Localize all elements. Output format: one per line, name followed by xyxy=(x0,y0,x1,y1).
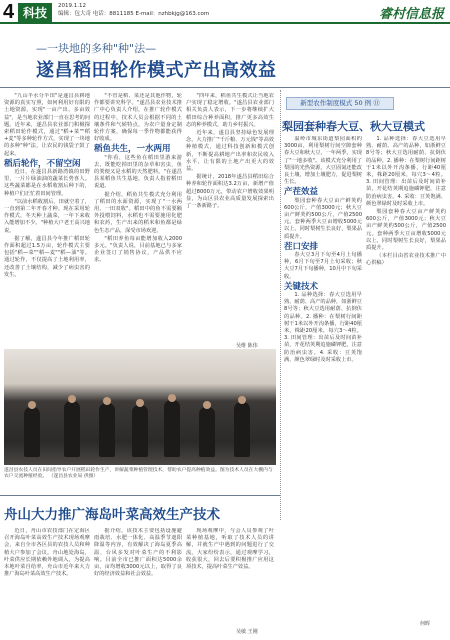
subhead: 关键技术 xyxy=(284,281,319,292)
bottom-divider xyxy=(0,495,280,496)
paragraph: "你看，这些鱼在稻田里游来游去，既能吃掉田里的杂草和害虫，鱼的粪便又是水稻的天然肥料。"在遂昌县某稻鱼共生基地，负责人指着稻田说道。 xyxy=(94,154,182,190)
subhead: 稻后轮作，不留空闲 xyxy=(4,158,81,169)
lead-headline: 遂昌稻田轮作模式产出高效益 xyxy=(36,60,277,81)
bottom-column-1 xyxy=(4,528,90,632)
paragraph: 据介绍，稻鱼共生模式充分利用了稻田的水面资源，实现了"一水两用、一田双收"。稻田中的鱼不需要额外投喂饲料，水稻也不需要施用化肥和农药，生产出来的稻米和鱼都是绿色生态产品，深受市场欢迎。 xyxy=(94,191,182,234)
bottom-column-2 xyxy=(94,528,182,632)
paragraph: 梨园套种春大豆亩产鲜荚约600公斤，产值3000元；秋大豆亩产鲜荚约500公斤，产值2500元。套种两季大豆亩增收5000元以上，同时梨树生长良好，梨果品质提升。 xyxy=(284,197,362,240)
paper-name: 睿村信息报 xyxy=(378,7,444,22)
paragraph: "四年来，稻鱼共生模式让当地农户实现了稳定增收。"遂昌县农业部门相关负责人表示，下一步将继续扩大稻田综合种养面积，推广更多高效生态的种养模式，助力乡村振兴。 xyxy=(186,93,274,128)
sidebar-banner: 新型农作制度模式 50 例 ⑪ xyxy=(286,97,394,110)
subhead: 茬口安排 xyxy=(284,241,319,252)
paragraph: 梨园套种春大豆亩产鲜荚约600公斤，产值3000元；秋大豆亩产鲜荚约500公斤，产值2500元。套种两季大豆亩增收5000元以上，同时梨树生长良好，梨果品质提升。 xyxy=(366,209,446,252)
headline-divider xyxy=(0,87,450,88)
paragraph: "不管是稻、菜还是其他作物，轮作都要讲究科学。"遂昌县农业技术推广中心负责人介绍，在推广轮作模式的过程中，技术人员会根据不同的土壤条件和气候特点，为农户量身定制轮作方案，确保每一季作物都能获得好收成。 xyxy=(94,93,182,143)
section-tag: 科技 xyxy=(18,3,52,22)
paragraph: 现场观摩中，与会人员参观了叶菜种植基地，听取了技术人员的讲解，并就生产中遇到的问题进行了交流。大家纷纷表示，通过观摩学习，收获很大，回去后要积极推广应用这项技术，提高叶菜生产效益。 xyxy=(186,528,274,571)
paragraph: 近年来，遂昌县坚持绿色发展理念，大力推广"千斤粮、万元钱"等高效种植模式，通过科技创新和模式创新，不断提高耕地产出率和农民收入水平，让有限的土地产出更大的效益。 xyxy=(186,130,274,173)
paragraph: 温岭市城东街道梨园面积约3000亩，利用梨树行间空隙套种春大豆和秋大豆，一年两季，实现了"一地多收"。该模式充分利用了梨园的光热资源，大豆固氮还能改良土壤，增加土壤肥力，促进梨树生长。 xyxy=(284,136,362,186)
subhead: 产茬效益 xyxy=(284,187,319,198)
paragraph: 据介绍，该技术主要包括设施避雨栽培、水肥一体化、高温季节遮阳降温等内容，有效解决了海岛夏季高温、台风多发对叶菜生产的不利影响。目前全市已推广面积达5000余亩，亩均增收3000元以上，取得了良好的经济效益和社会效益。 xyxy=(94,528,182,578)
sidebar-column-2 xyxy=(366,136,446,606)
sidebar-author: 何晖 xyxy=(420,621,431,627)
photo-caption xyxy=(4,468,276,481)
paragraph: 春大豆3月下旬至4月上旬播种，6月下旬至7月上旬采收；秋大豆7月下旬播种，10月中下旬采收。 xyxy=(284,252,362,280)
bottom-author: 吴敏 王刚 xyxy=(236,629,258,635)
paragraph: "九山半水分半田"是遂昌县耕地资源的真实写照，如何利用好有限的土地资源，实现"一亩产出、多亩效益"，是当地农业部门一直在思考的问题。近年来，遂昌县农业部门积极探索稻田轮作模式，通过"稻+菜""稻+麦"等多种轮作方式，实现了一块地的多种"种"法，让农民的钱袋子鼓了起来。 xyxy=(4,93,90,157)
sidebar-title: 梨园套种春大豆、秋大豆模式 xyxy=(282,120,425,133)
lead-column-1 xyxy=(4,93,90,343)
sidebar-source: （本栏目由省农业技术推广中心供稿） xyxy=(366,253,446,267)
caption-text: 遂昌县农技人员在田间指导农户开展稻田轮作生产，讲解蔬菜种植管理技术，帮助农户提高种植效益。图为技术人员在大棚内与农户交流种植经验。 xyxy=(4,468,273,480)
news-photo xyxy=(4,349,276,465)
lead-column-3 xyxy=(186,93,274,343)
paragraph: 近日，舟山市农技部门在定海区召开海岛叶菜高效生产技术现场观摩会，来自全市各区县的农技人员和种植大户参加了会议。舟山地处海岛，叶菜供应长期依赖外地调入，为提高本地叶菜自给率，舟山市近年来大力推广海岛叶菜高效生产技术。 xyxy=(4,528,90,578)
subhead: 稻鱼共生，一水两用 xyxy=(94,144,171,155)
issue-info xyxy=(58,2,209,18)
caption-credit: （遂昌县农业局 供图） xyxy=(48,474,99,480)
sidebar-column-1 xyxy=(284,136,362,496)
bottom-column-3 xyxy=(186,528,274,624)
lead-kicker: —一块地的多种"种"法— xyxy=(36,42,157,55)
paragraph: 1. 品种选择：春大豆选用早熟、耐荫、高产的品种，如浙鲜豆8号等；秋大豆选用耐荫、抗倒伏的品种。2. 播种：在梨树行间距树干1米以外开沟条播，行距40厘米，株距20厘米，每穴3～4粒。3. 田间管理：出苗后及时间苗补苗，开花结荚期追施磷钾肥，注意防治病虫害。4. 采收：豆荚饱满、颜色翠绿时及时采收上市。 xyxy=(366,136,446,207)
paragraph: "稻田养鱼每亩能增加收入2000多元。"负责人说，目前基地已与多家企业签订了销售协议，产品供不应求。 xyxy=(94,235,182,264)
bottom-headline: 舟山大力推广海岛叶菜高效生产技术 xyxy=(4,507,220,523)
lead-author: 吴维 陈伟 xyxy=(236,343,258,349)
page-number: 4 xyxy=(3,1,15,23)
paragraph: 1. 品种选择：春大豆选用早熟、耐荫、高产的品种，如浙鲜豆8号等；秋大豆选用耐荫、抗倒伏的品种。2. 播种：在梨树行间距树干1米以外开沟条播，行距40厘米，株距20厘米，每穴3～4粒。3. 田间管理：出苗后及时间苗补苗，开花结荚期追施磷钾肥，注意防治病虫害。4. 采收：豆荚饱满、颜色翠绿时及时采收上市。 xyxy=(284,292,362,363)
paragraph: "以前水稻收割后，田就空着了，一直到第二年开春才种。现在采用轮作模式，冬天种上蔬菜，一年下来收入能增加不少。"种植大户老王高兴地说。 xyxy=(4,198,90,234)
issue-contact: 编辑：包大奇 电话：8811185 E-mail：nzhbkjg@163.com xyxy=(58,11,210,17)
paragraph: 近日，在遂昌县新路湾镇的田野里，一片片绿油油的蔬菜长势喜人。这些蔬菜都是在水稻收割后种下的，种植户们正忙着田间管理。 xyxy=(4,169,90,197)
sidebar-divider xyxy=(280,90,281,520)
masthead xyxy=(0,0,450,24)
paragraph: 据了解，遂昌县今年推广稻田轮作面积超过1.5万亩，轮作模式主要包括"稻—菜""稻—麦""稻—油"等。通过轮作，不仅提高了土地利用率，还改善了土壤结构，减少了病虫害的发生。 xyxy=(4,235,90,278)
issue-date: 2019.1.12 xyxy=(58,3,86,9)
lead-column-2 xyxy=(94,93,182,343)
paragraph: 据统计，2018年遂昌县稻田综合种养和轮作面积达3.2万亩，新增产值超过8000万元，带动农户增收效果明显，为山区县农业高质量发展探索出了一条新路子。 xyxy=(186,174,274,210)
